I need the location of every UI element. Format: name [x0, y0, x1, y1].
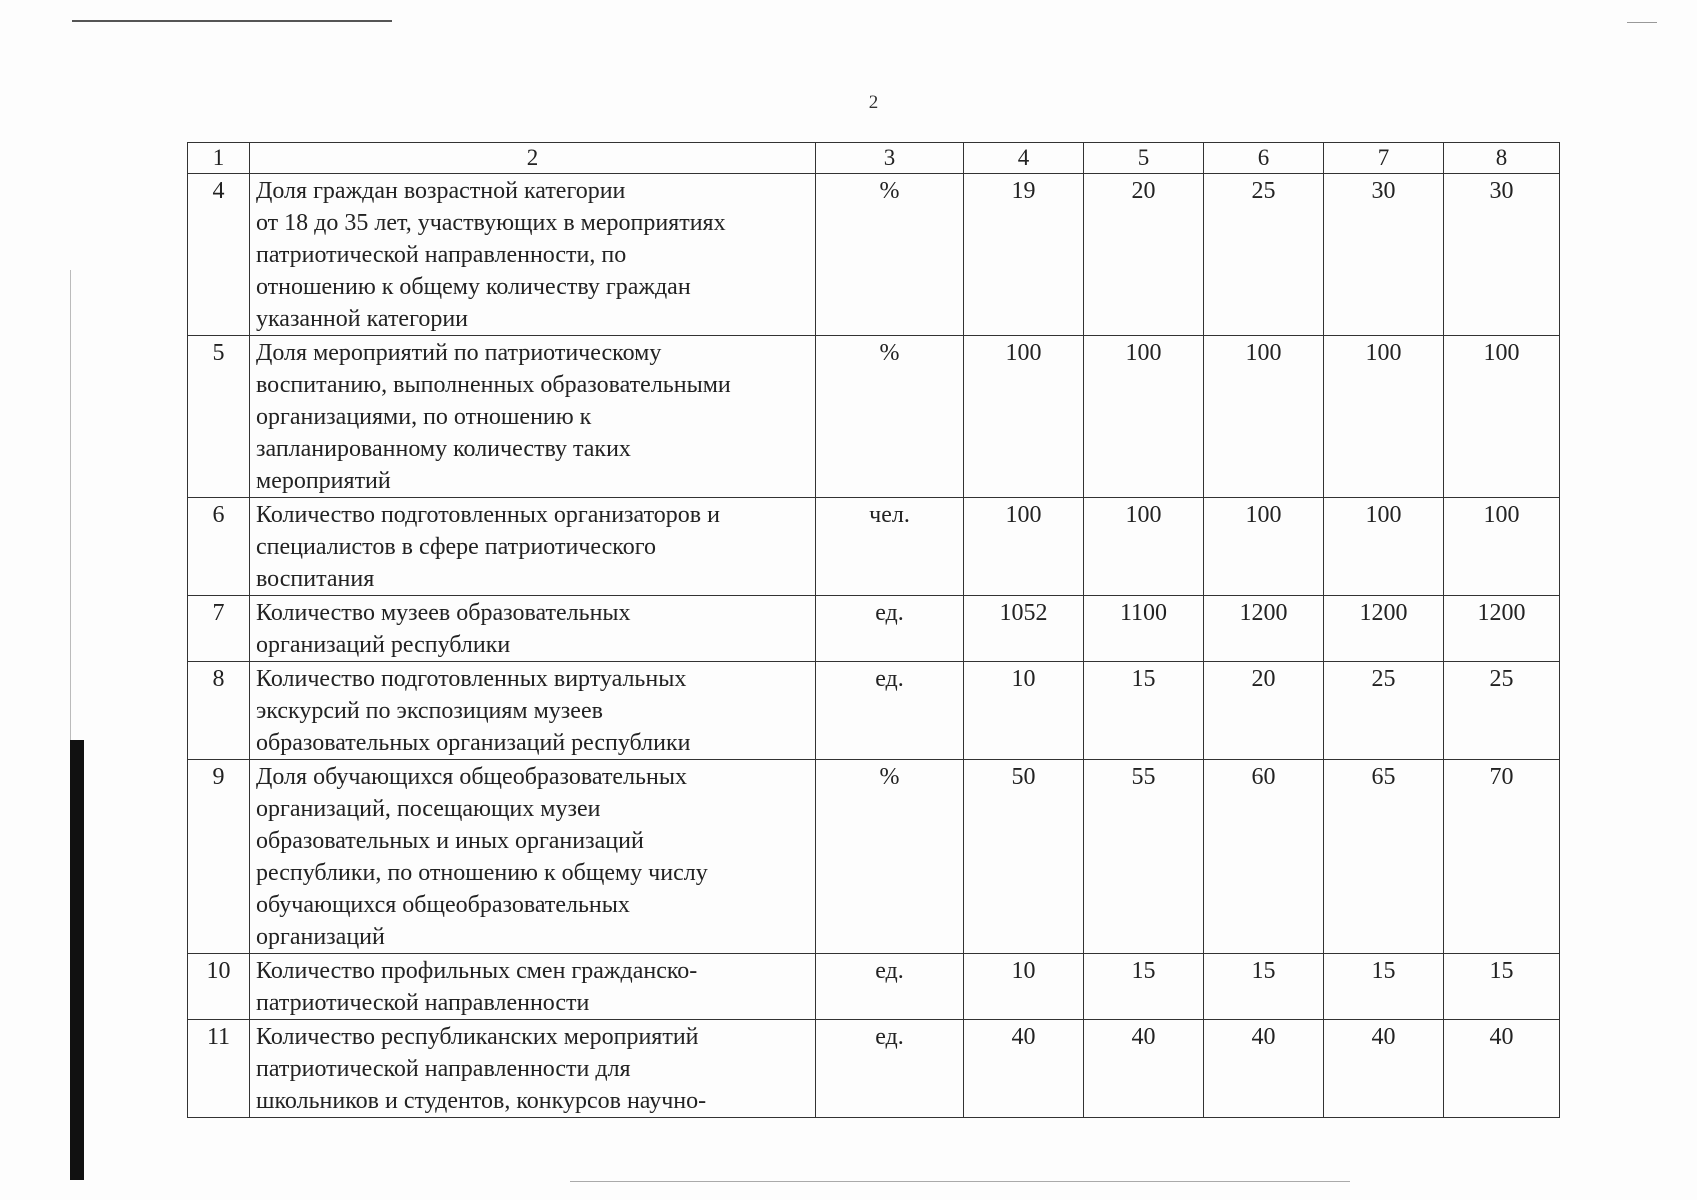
scan-artifact-top-right: [1627, 22, 1657, 23]
indicator-name-line: Доля граждан возрастной категории: [256, 178, 626, 204]
row-number-cell: 4: [188, 174, 250, 336]
indicator-name-cell: [250, 760, 816, 954]
value-cell: 40: [964, 1020, 1084, 1118]
table-row: [188, 174, 1560, 336]
indicator-name-line: отношению к общему количеству граждан: [256, 274, 691, 300]
indicators-table: [187, 142, 1560, 1118]
indicator-name-line: Доля обучающихся общеобразовательных: [256, 764, 687, 790]
value-cell: 40: [1204, 1020, 1324, 1118]
header-cell: 2: [250, 143, 816, 174]
indicator-name-line: Количество республиканских мероприятий: [256, 1024, 699, 1050]
indicator-name-line: экскурсий по экспозициям музеев: [256, 698, 603, 724]
scan-artifact-left-bar: [70, 740, 84, 1180]
value-cell: 100: [1204, 336, 1324, 498]
value-cell: 15: [1444, 954, 1560, 1020]
value-cell: 100: [1444, 498, 1560, 596]
indicator-name-cell: [250, 336, 816, 498]
indicator-name-line: республики, по отношению к общему числу: [256, 860, 708, 886]
value-cell: 30: [1444, 174, 1560, 336]
value-cell: 20: [1204, 662, 1324, 760]
indicator-name-line: организаций, посещающих музеи: [256, 796, 601, 822]
unit-cell: чел.: [816, 498, 964, 596]
value-cell: 1100: [1084, 596, 1204, 662]
value-cell: 10: [964, 954, 1084, 1020]
value-cell: 100: [964, 498, 1084, 596]
indicator-name-line: Количество подготовленных виртуальных: [256, 666, 687, 692]
indicator-name-line: Доля мероприятий по патриотическому: [256, 340, 662, 366]
unit-cell: %: [816, 760, 964, 954]
indicator-name-line: патриотической направленности: [256, 990, 590, 1016]
value-cell: 100: [1324, 498, 1444, 596]
indicator-name-line: от 18 до 35 лет, участвующих в мероприятиях: [256, 210, 726, 236]
value-cell: 100: [1084, 336, 1204, 498]
value-cell: 100: [1444, 336, 1560, 498]
value-cell: 25: [1324, 662, 1444, 760]
indicator-name-line: Количество музеев образовательных: [256, 600, 631, 626]
value-cell: 1200: [1204, 596, 1324, 662]
value-cell: 15: [1084, 662, 1204, 760]
value-cell: 100: [1204, 498, 1324, 596]
indicator-name-line: школьников и студентов, конкурсов научно-: [256, 1088, 707, 1114]
value-cell: 55: [1084, 760, 1204, 954]
row-number-cell: 10: [188, 954, 250, 1020]
value-cell: 60: [1204, 760, 1324, 954]
value-cell: 1200: [1444, 596, 1560, 662]
indicator-name-line: специалистов в сфере патриотического: [256, 534, 656, 560]
unit-cell: ед.: [816, 662, 964, 760]
row-number-cell: 7: [188, 596, 250, 662]
table-row: [188, 662, 1560, 760]
header-cell: 5: [1084, 143, 1204, 174]
indicator-name-line: указанной категории: [256, 306, 469, 332]
header-cell: 1: [188, 143, 250, 174]
value-cell: 15: [1084, 954, 1204, 1020]
value-cell: 15: [1324, 954, 1444, 1020]
scan-artifact-bottom-line: [570, 1181, 1350, 1182]
value-cell: 20: [1084, 174, 1204, 336]
indicator-name-cell: [250, 954, 816, 1020]
indicator-name-line: образовательных и иных организаций: [256, 828, 644, 854]
value-cell: 40: [1084, 1020, 1204, 1118]
indicator-name-line: патриотической направленности, по: [256, 242, 627, 268]
table-row: [188, 498, 1560, 596]
indicator-name-cell: [250, 498, 816, 596]
value-cell: 30: [1324, 174, 1444, 336]
unit-cell: ед.: [816, 1020, 964, 1118]
table-row: [188, 596, 1560, 662]
row-number-cell: 8: [188, 662, 250, 760]
indicator-name-line: Количество подготовленных организаторов и: [256, 502, 720, 528]
table-row: [188, 336, 1560, 498]
row-number-cell: 6: [188, 498, 250, 596]
indicator-name-line: обучающихся общеобразовательных: [256, 892, 630, 918]
value-cell: 19: [964, 174, 1084, 336]
value-cell: 10: [964, 662, 1084, 760]
indicator-name-line: мероприятий: [256, 468, 391, 494]
value-cell: 100: [1324, 336, 1444, 498]
indicator-name-line: воспитанию, выполненных образовательными: [256, 372, 731, 398]
indicator-name-cell: [250, 174, 816, 336]
indicator-name-line: воспитания: [256, 566, 375, 592]
indicator-name-line: патриотической направленности для: [256, 1056, 631, 1082]
table-row: [188, 760, 1560, 954]
row-number-cell: 9: [188, 760, 250, 954]
table-row: [188, 954, 1560, 1020]
value-cell: 40: [1324, 1020, 1444, 1118]
scan-artifact-top-line: [72, 20, 392, 22]
unit-cell: %: [816, 174, 964, 336]
row-number-cell: 5: [188, 336, 250, 498]
table-row: [188, 1020, 1560, 1118]
indicator-name-line: Количество профильных смен гражданско-: [256, 958, 698, 984]
scan-artifact-left-faint: [70, 270, 71, 740]
unit-cell: ед.: [816, 954, 964, 1020]
table-header-row: [188, 143, 1560, 174]
indicator-name-line: организаций республики: [256, 632, 511, 658]
value-cell: 1200: [1324, 596, 1444, 662]
value-cell: 65: [1324, 760, 1444, 954]
indicator-name-cell: [250, 1020, 816, 1118]
value-cell: 25: [1204, 174, 1324, 336]
value-cell: 40: [1444, 1020, 1560, 1118]
value-cell: 70: [1444, 760, 1560, 954]
unit-cell: ед.: [816, 596, 964, 662]
row-number-cell: 11: [188, 1020, 250, 1118]
value-cell: 50: [964, 760, 1084, 954]
header-cell: 7: [1324, 143, 1444, 174]
indicator-name-cell: [250, 596, 816, 662]
value-cell: 15: [1204, 954, 1324, 1020]
indicator-name-line: запланированному количеству таких: [256, 436, 631, 462]
unit-cell: %: [816, 336, 964, 498]
indicator-name-line: организациями, по отношению к: [256, 404, 592, 430]
indicator-name-cell: [250, 662, 816, 760]
value-cell: 100: [1084, 498, 1204, 596]
indicator-name-line: организаций: [256, 924, 385, 950]
value-cell: 100: [964, 336, 1084, 498]
indicator-name-line: образовательных организаций республики: [256, 730, 691, 756]
value-cell: 25: [1444, 662, 1560, 760]
header-cell: 6: [1204, 143, 1324, 174]
header-cell: 3: [816, 143, 964, 174]
header-cell: 8: [1444, 143, 1560, 174]
page-number: 2: [868, 92, 879, 113]
value-cell: 1052: [964, 596, 1084, 662]
header-cell: 4: [964, 143, 1084, 174]
